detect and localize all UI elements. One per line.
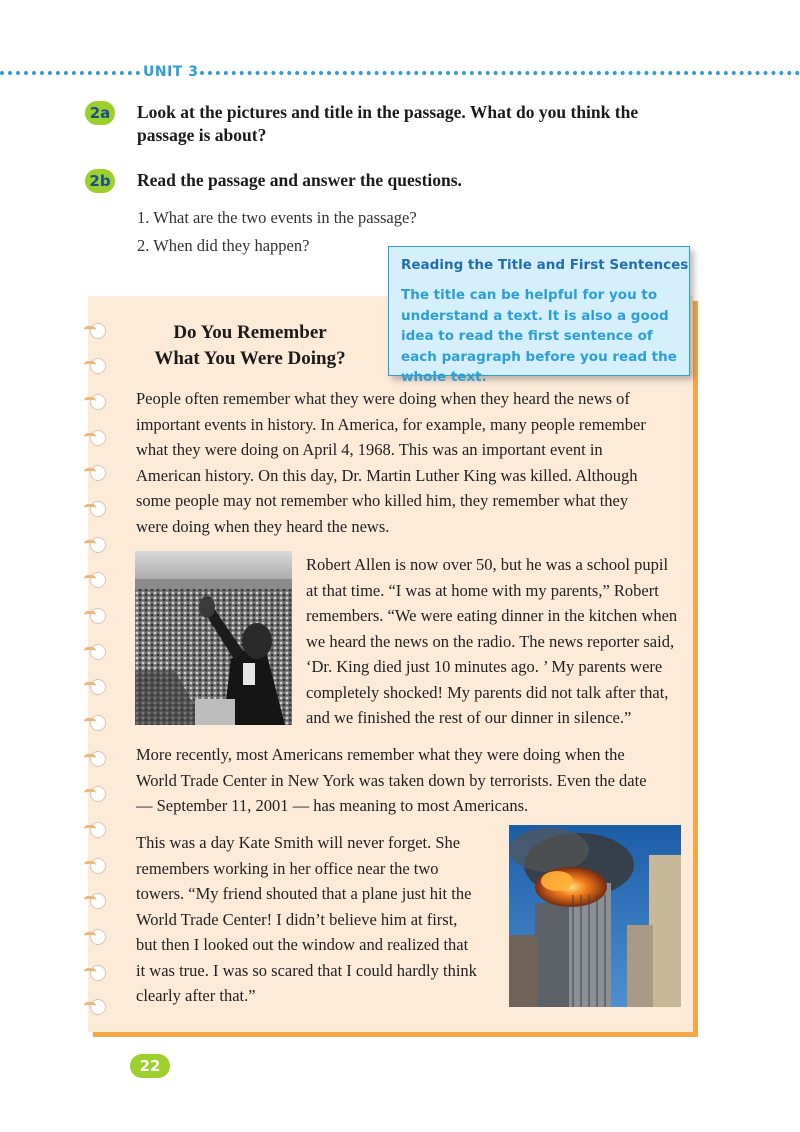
text-line: it was true. I was so scared that I could hardly think: [136, 960, 477, 980]
unit-header: [0, 64, 800, 80]
text-line: remembers working in her office near the two: [136, 858, 439, 878]
paragraph-1: [136, 386, 696, 539]
question-item: 2. When did they happen?: [137, 236, 310, 255]
binder-ring: [84, 819, 104, 839]
text-line: ‘Dr. King died just 10 minutes ago. ’ My parents were: [306, 657, 663, 676]
text-line: clearly after that.”: [136, 986, 256, 1005]
text-line: remembers. “We were eating dinner in the kitchen when: [306, 606, 678, 625]
binder-ring: [84, 427, 104, 447]
binder-ring: [84, 783, 104, 803]
passage-title: [150, 320, 350, 372]
binder-ring: [84, 962, 104, 982]
text-line: completely shocked! My parents did not talk after that,: [306, 682, 669, 702]
activity-badge-2b: 2b: [85, 169, 115, 193]
binder-ring: [84, 605, 104, 625]
text-line: some people may not remember who killed him, they remember what they: [136, 491, 629, 510]
text-line: towers. “My friend shouted that a plane just hit the: [136, 884, 472, 903]
text-line: This was a day Kate Smith will never forget. She: [136, 833, 461, 852]
activity-badge-2a: 2a: [85, 101, 115, 125]
binder-ring: [84, 996, 104, 1016]
text-line: what they were doing on April 4, 1968. This was an important event in: [136, 440, 603, 459]
activity-instruction-2a: Look at the pictures and title in the passage. What do you think the passage is about?: [137, 102, 639, 145]
world-trade-center-photo: [509, 825, 681, 1007]
text-line: More recently, most Americans remember what they were doing when the: [136, 745, 625, 764]
activity-instruction-2b: Read the passage and answer the questions.: [137, 170, 462, 190]
tip-title: Reading the Title and First Sentences: [401, 257, 689, 273]
question-item: 1. What are the two events in the passage?: [137, 208, 417, 227]
paragraph-4: [136, 830, 506, 1009]
text-line: American history. On this day, Dr. Martin Luther King was killed. Although: [136, 465, 638, 485]
text-line: we heard the news on the radio. The news reporter said,: [306, 631, 675, 651]
text-line: — September 11, 2001 — has meaning to most Americans.: [136, 796, 529, 815]
binder-ring: [84, 890, 104, 910]
text-line: World Trade Center in New York was taken down by terrorists. Even the date: [136, 770, 647, 790]
paragraph-3: [136, 742, 696, 819]
text-line: People often remember what they were doing when they heard the news of: [136, 389, 630, 408]
text-line: at that time. “I was at home with my parents,” Robert: [306, 580, 659, 600]
binder-ring: [84, 569, 104, 589]
passage-title-line: Do You Remember: [173, 322, 327, 343]
binder-ring: [84, 462, 104, 482]
header-dots-left: [0, 71, 140, 75]
mlk-photo-image: [135, 551, 292, 725]
mlk-speech-photo: [135, 551, 292, 725]
binder-ring: [84, 926, 104, 946]
binder-ring: [84, 748, 104, 768]
text-line: World Trade Center! I didn’t believe him at first,: [136, 909, 458, 929]
tip-body: The title can be helpful for you to understand a text. It is also a good idea to read the first sentence of each paragraph before you read the whole text.: [401, 287, 677, 385]
text-line: Robert Allen is now over 50, but he was a school pupil: [306, 555, 669, 574]
paragraph-2: [306, 552, 691, 731]
text-line: were doing when they heard the news.: [136, 516, 390, 536]
binder-ring: [84, 320, 104, 340]
question-list: [137, 204, 417, 260]
passage-title-line: What You Were Doing?: [154, 348, 346, 369]
binder-ring: [84, 641, 104, 661]
binder-ring: [84, 498, 104, 518]
text-line: but then I looked out the window and realized that: [136, 935, 469, 954]
unit-label: UNIT 3: [143, 64, 199, 80]
binder-ring: [84, 855, 104, 875]
binder-ring: [84, 391, 104, 411]
page-number: 22: [130, 1054, 170, 1078]
text-line: and we finished the rest of our dinner in silence.”: [306, 708, 632, 727]
text-line: important events in history. In America, for example, many people remember: [136, 414, 646, 434]
binder-ring: [84, 534, 104, 554]
binder-ring: [84, 712, 104, 732]
reading-tip-box: [388, 246, 690, 385]
binder-ring: [84, 676, 104, 696]
wtc-photo-image: [509, 825, 681, 1007]
header-dots-right: [200, 71, 800, 75]
binder-ring: [84, 355, 104, 375]
